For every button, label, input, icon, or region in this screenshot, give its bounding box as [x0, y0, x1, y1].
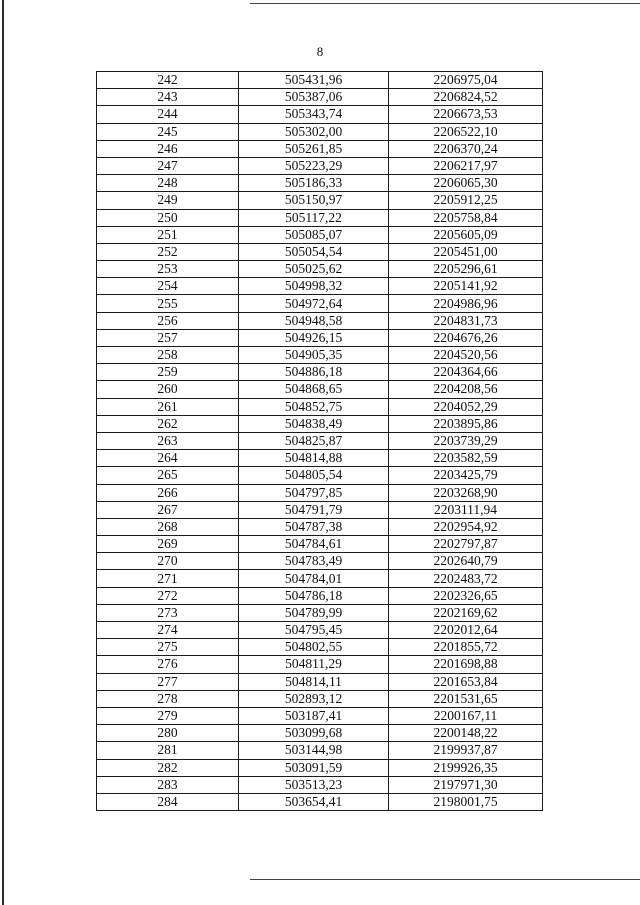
table-row	[97, 639, 543, 656]
y-coordinate-cell: 2204520,56	[389, 347, 543, 364]
table-row	[97, 243, 543, 260]
point-number-cell: 245	[97, 123, 239, 140]
x-coordinate-cell: 505025,62	[239, 261, 389, 278]
x-coordinate-cell: 504852,75	[239, 398, 389, 415]
x-coordinate-cell: 504838,49	[239, 415, 389, 432]
table-row	[97, 553, 543, 570]
point-number-cell: 278	[97, 690, 239, 707]
x-coordinate-cell: 504805,54	[239, 467, 389, 484]
table-row	[97, 518, 543, 535]
y-coordinate-cell: 2203425,79	[389, 467, 543, 484]
y-coordinate-cell: 2197971,30	[389, 776, 543, 793]
table-row	[97, 278, 543, 295]
y-coordinate-cell: 2203739,29	[389, 432, 543, 449]
y-coordinate-cell: 2202640,79	[389, 553, 543, 570]
x-coordinate-cell: 503091,59	[239, 759, 389, 776]
x-coordinate-cell: 504784,61	[239, 536, 389, 553]
table-row	[97, 570, 543, 587]
table-row	[97, 415, 543, 432]
x-coordinate-cell: 504802,55	[239, 639, 389, 656]
x-coordinate-cell: 505150,97	[239, 192, 389, 209]
table-row	[97, 587, 543, 604]
x-coordinate-cell: 504886,18	[239, 364, 389, 381]
y-coordinate-cell: 2200167,11	[389, 707, 543, 724]
x-coordinate-cell: 505223,29	[239, 157, 389, 174]
table-row	[97, 432, 543, 449]
x-coordinate-cell: 504783,49	[239, 553, 389, 570]
y-coordinate-cell: 2202483,72	[389, 570, 543, 587]
point-number-cell: 284	[97, 793, 239, 810]
point-number-cell: 256	[97, 312, 239, 329]
table-row	[97, 106, 543, 123]
table-row	[97, 72, 543, 89]
table-row	[97, 793, 543, 810]
point-number-cell: 257	[97, 329, 239, 346]
y-coordinate-cell: 2201698,88	[389, 656, 543, 673]
table-row	[97, 261, 543, 278]
y-coordinate-cell: 2198001,75	[389, 793, 543, 810]
y-coordinate-cell: 2204052,29	[389, 398, 543, 415]
y-coordinate-cell: 2200148,22	[389, 725, 543, 742]
x-coordinate-cell: 504905,35	[239, 347, 389, 364]
table-row	[97, 467, 543, 484]
table-row	[97, 690, 543, 707]
x-coordinate-cell: 505054,54	[239, 243, 389, 260]
scan-top-line	[250, 3, 640, 4]
x-coordinate-cell: 504948,58	[239, 312, 389, 329]
x-coordinate-cell: 505117,22	[239, 209, 389, 226]
x-coordinate-cell: 504972,64	[239, 295, 389, 312]
point-number-cell: 246	[97, 140, 239, 157]
table-row	[97, 501, 543, 518]
table-row	[97, 776, 543, 793]
point-number-cell: 267	[97, 501, 239, 518]
x-coordinate-cell: 504811,29	[239, 656, 389, 673]
y-coordinate-cell: 2203895,86	[389, 415, 543, 432]
point-number-cell: 283	[97, 776, 239, 793]
x-coordinate-cell: 505431,96	[239, 72, 389, 89]
point-number-cell: 250	[97, 209, 239, 226]
point-number-cell: 243	[97, 89, 239, 106]
y-coordinate-cell: 2205758,84	[389, 209, 543, 226]
y-coordinate-cell: 2206522,10	[389, 123, 543, 140]
scan-left-edge	[2, 0, 4, 905]
point-number-cell: 271	[97, 570, 239, 587]
table-row	[97, 673, 543, 690]
y-coordinate-cell: 2206824,52	[389, 89, 543, 106]
x-coordinate-cell: 503144,98	[239, 742, 389, 759]
x-coordinate-cell: 504926,15	[239, 329, 389, 346]
y-coordinate-cell: 2206975,04	[389, 72, 543, 89]
point-number-cell: 280	[97, 725, 239, 742]
x-coordinate-cell: 503187,41	[239, 707, 389, 724]
x-coordinate-cell: 504825,87	[239, 432, 389, 449]
y-coordinate-cell: 2203268,90	[389, 484, 543, 501]
y-coordinate-cell: 2204208,56	[389, 381, 543, 398]
point-number-cell: 262	[97, 415, 239, 432]
table-row	[97, 89, 543, 106]
point-number-cell: 258	[97, 347, 239, 364]
scan-bottom-line	[250, 879, 640, 880]
x-coordinate-cell: 505343,74	[239, 106, 389, 123]
point-number-cell: 252	[97, 243, 239, 260]
point-number-cell: 253	[97, 261, 239, 278]
table-row	[97, 295, 543, 312]
x-coordinate-cell: 505186,33	[239, 175, 389, 192]
point-number-cell: 259	[97, 364, 239, 381]
y-coordinate-cell: 2199937,87	[389, 742, 543, 759]
table-row	[97, 157, 543, 174]
point-number-cell: 249	[97, 192, 239, 209]
point-number-cell: 273	[97, 604, 239, 621]
point-number-cell: 270	[97, 553, 239, 570]
point-number-cell: 247	[97, 157, 239, 174]
point-number-cell: 255	[97, 295, 239, 312]
x-coordinate-cell: 504789,99	[239, 604, 389, 621]
table-row	[97, 656, 543, 673]
point-number-cell: 269	[97, 536, 239, 553]
y-coordinate-cell: 2202954,92	[389, 518, 543, 535]
x-coordinate-cell: 505387,06	[239, 89, 389, 106]
table-row	[97, 312, 543, 329]
y-coordinate-cell: 2206370,24	[389, 140, 543, 157]
point-number-cell: 261	[97, 398, 239, 415]
table-row	[97, 347, 543, 364]
y-coordinate-cell: 2205296,61	[389, 261, 543, 278]
x-coordinate-cell: 503513,23	[239, 776, 389, 793]
table-row	[97, 622, 543, 639]
table-row	[97, 329, 543, 346]
table-row	[97, 536, 543, 553]
point-number-cell: 281	[97, 742, 239, 759]
point-number-cell: 272	[97, 587, 239, 604]
point-number-cell: 260	[97, 381, 239, 398]
x-coordinate-cell: 505085,07	[239, 226, 389, 243]
point-number-cell: 266	[97, 484, 239, 501]
y-coordinate-cell: 2199926,35	[389, 759, 543, 776]
page-number: 8	[316, 44, 324, 59]
table-row	[97, 725, 543, 742]
y-coordinate-cell: 2206065,30	[389, 175, 543, 192]
x-coordinate-cell: 504791,79	[239, 501, 389, 518]
x-coordinate-cell: 504868,65	[239, 381, 389, 398]
y-coordinate-cell: 2204831,73	[389, 312, 543, 329]
x-coordinate-cell: 504797,85	[239, 484, 389, 501]
table-row	[97, 707, 543, 724]
point-number-cell: 274	[97, 622, 239, 639]
y-coordinate-cell: 2201531,65	[389, 690, 543, 707]
table-row	[97, 123, 543, 140]
x-coordinate-cell: 504814,11	[239, 673, 389, 690]
coordinates-table-body	[97, 72, 543, 811]
coordinates-table	[96, 71, 543, 811]
x-coordinate-cell: 504814,88	[239, 450, 389, 467]
point-number-cell: 276	[97, 656, 239, 673]
x-coordinate-cell: 505302,00	[239, 123, 389, 140]
point-number-cell: 244	[97, 106, 239, 123]
y-coordinate-cell: 2204364,66	[389, 364, 543, 381]
y-coordinate-cell: 2203111,94	[389, 501, 543, 518]
y-coordinate-cell: 2204676,26	[389, 329, 543, 346]
table-row	[97, 209, 543, 226]
point-number-cell: 251	[97, 226, 239, 243]
y-coordinate-cell: 2204986,96	[389, 295, 543, 312]
y-coordinate-cell: 2205912,25	[389, 192, 543, 209]
y-coordinate-cell: 2203582,59	[389, 450, 543, 467]
y-coordinate-cell: 2206673,53	[389, 106, 543, 123]
table-row	[97, 398, 543, 415]
y-coordinate-cell: 2201653,84	[389, 673, 543, 690]
table-row	[97, 759, 543, 776]
y-coordinate-cell: 2205141,92	[389, 278, 543, 295]
y-coordinate-cell: 2202326,65	[389, 587, 543, 604]
table-row	[97, 604, 543, 621]
point-number-cell: 254	[97, 278, 239, 295]
point-number-cell: 275	[97, 639, 239, 656]
x-coordinate-cell: 504795,45	[239, 622, 389, 639]
y-coordinate-cell: 2206217,97	[389, 157, 543, 174]
table-row	[97, 364, 543, 381]
point-number-cell: 265	[97, 467, 239, 484]
x-coordinate-cell: 504998,32	[239, 278, 389, 295]
point-number-cell: 263	[97, 432, 239, 449]
table-row	[97, 140, 543, 157]
point-number-cell: 248	[97, 175, 239, 192]
x-coordinate-cell: 504784,01	[239, 570, 389, 587]
point-number-cell: 279	[97, 707, 239, 724]
x-coordinate-cell: 502893,12	[239, 690, 389, 707]
table-row	[97, 381, 543, 398]
table-row	[97, 450, 543, 467]
table-row	[97, 226, 543, 243]
x-coordinate-cell: 504786,18	[239, 587, 389, 604]
table-row	[97, 742, 543, 759]
table-row	[97, 175, 543, 192]
point-number-cell: 242	[97, 72, 239, 89]
y-coordinate-cell: 2202797,87	[389, 536, 543, 553]
x-coordinate-cell: 505261,85	[239, 140, 389, 157]
point-number-cell: 282	[97, 759, 239, 776]
table-row	[97, 192, 543, 209]
x-coordinate-cell: 503654,41	[239, 793, 389, 810]
y-coordinate-cell: 2202169,62	[389, 604, 543, 621]
point-number-cell: 264	[97, 450, 239, 467]
y-coordinate-cell: 2202012,64	[389, 622, 543, 639]
point-number-cell: 268	[97, 518, 239, 535]
y-coordinate-cell: 2201855,72	[389, 639, 543, 656]
table-row	[97, 484, 543, 501]
x-coordinate-cell: 503099,68	[239, 725, 389, 742]
point-number-cell: 277	[97, 673, 239, 690]
x-coordinate-cell: 504787,38	[239, 518, 389, 535]
y-coordinate-cell: 2205451,00	[389, 243, 543, 260]
y-coordinate-cell: 2205605,09	[389, 226, 543, 243]
